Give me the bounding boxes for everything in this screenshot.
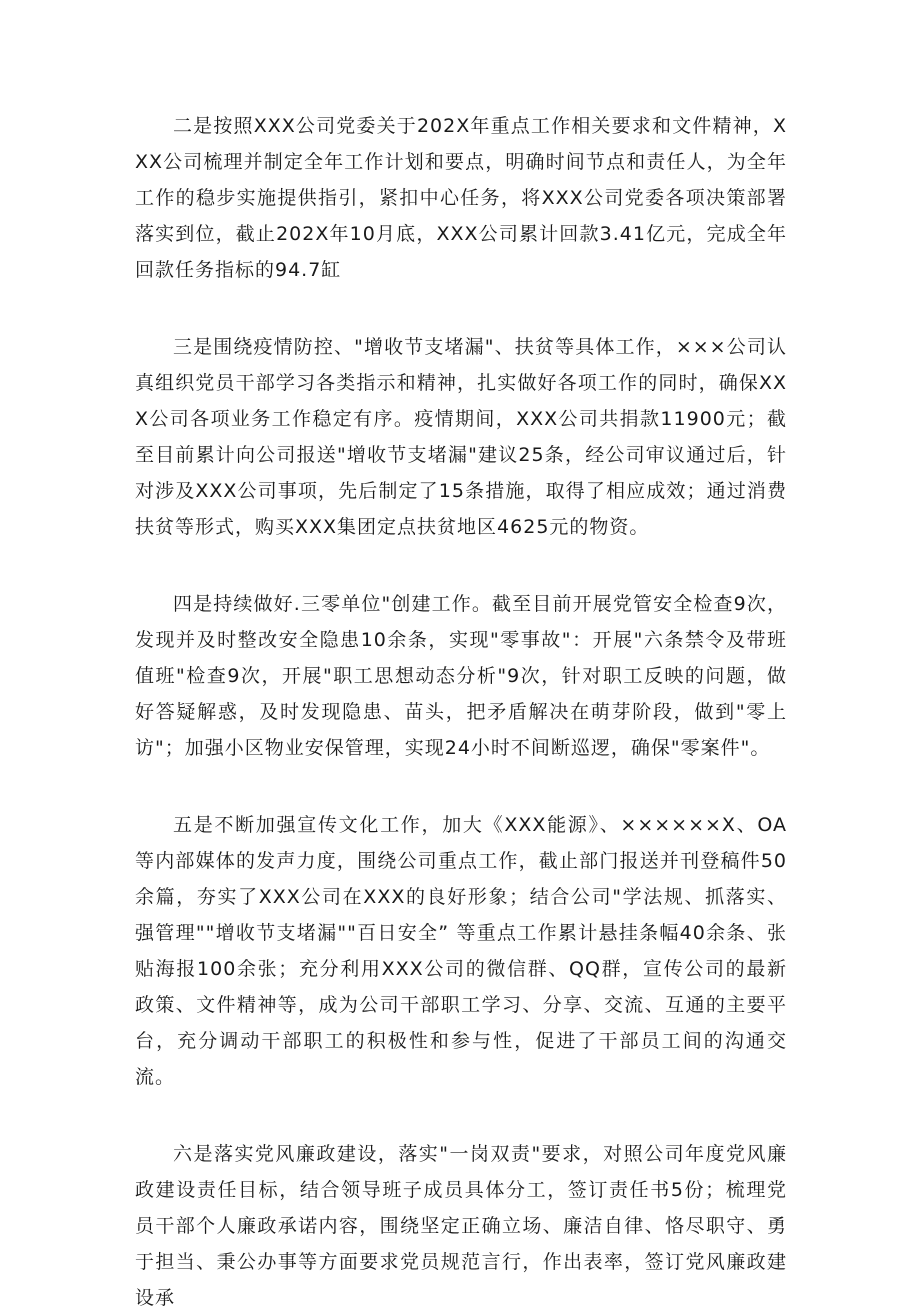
paragraph-6: 六是落实党风廉政建设，落实"一岗双责"要求，对照公司年度党风廉政建设责任目标，结合领导班子成员具体分工，签订责任书5份；梳理党员干部个人廉政承诺内容，围绕坚定正确立场、廉洁自律、恪尽职守、勇于担当、秉公办事等方面要求党员规范言行，作出表率，签订党风廉政建设承 bbox=[135, 1143, 787, 1309]
paragraph-4: 四是持续做好.三零单位"创建工作。截至目前开展党管安全检查9次，发现并及时整改安全隐患10余条，实现"零事故"：开展"六条禁令及带班值班"检查9次，开展"职工思想动态分析"9次，针对职工反映的问题，做好答疑解惑，及时发现隐患、苗头，把矛盾解决在萌芽阶段，做到"零上访"；加强小区物业安保管理，实现24小时不间断巡逻，确保"零案件"。 bbox=[135, 593, 787, 759]
paragraph-3: 三是围绕疫情防控、"增收节支堵漏"、扶贫等具体工作，×××公司认真组织党员干部学习各类指示和精神，扎实做好各项工作的同时，确保XXX公司各项业务工作稳定有序。疫情期间，XXX公司共捐款11900元；截至目前累计向公司报送"增收节支堵漏"建议25条，经公司审议通过后，针对涉及XXX公司事项，先后制定了15条措施，取得了相应成效；通过消费扶贫等形式，购买XXX集团定点扶贫地区4625元的物资。 bbox=[135, 336, 787, 538]
document-body bbox=[135, 108, 787, 1316]
paragraph-5: 五是不断加强宣传文化工作，加大《XXX能源》、××××××X、OA等内部媒体的发声力度，围绕公司重点工作，截止部门报送并刊登稿件50余篇，夯实了XXX公司在XXX的良好形象；结合公司"学法规、抓落实、强管理""增收节支堵漏""百日安全” 等重点工作累计悬挂条幅40余条、张贴海报100余张；充分利用XXX公司的微信群、QQ群，宣传公司的最新政策、文件精神等，成为公司干部职工学习、分享、交流、互通的主要平台，充分调动干部职工的积极性和参与性，促进了干部员工间的沟通交流。 bbox=[135, 814, 787, 1088]
paragraph-2: 二是按照XXX公司党委关于202X年重点工作相关要求和文件精神，XXX公司梳理并制定全年工作计划和要点，明确时间节点和责任人，为全年工作的稳步实施提供指引，紧扣中心任务，将XXX公司党委各项决策部署落实到位，截止202X年10月底，XXX公司累计回款3.41亿元，完成全年回款任务指标的94.7缸 bbox=[135, 115, 787, 281]
